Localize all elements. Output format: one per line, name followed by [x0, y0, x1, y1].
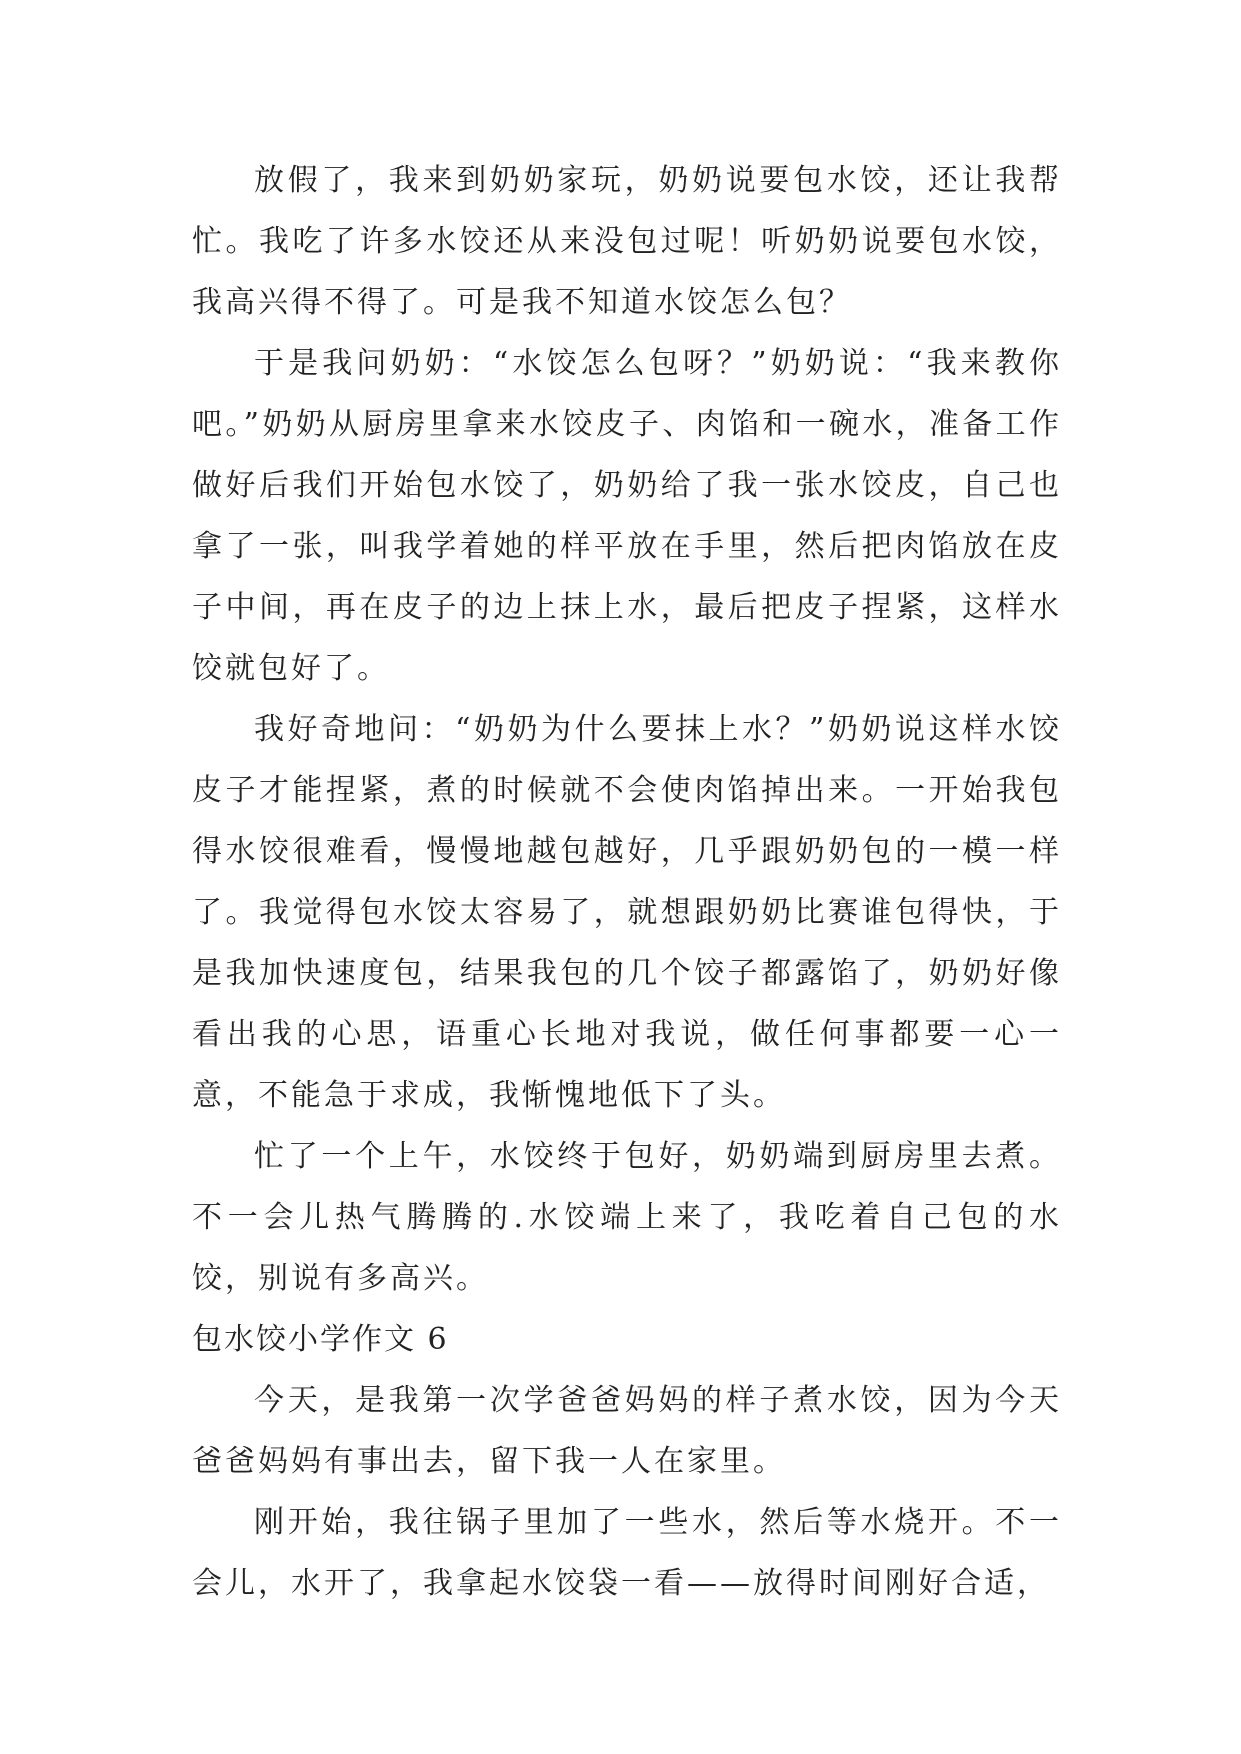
paragraph: 刚开始，我往锅子里加了一些水，然后等水烧开。不一会儿，水开了，我拿起水饺袋一看——放得时间刚好合适，	[192, 1505, 1062, 1601]
paragraph: 我好奇地问：“奶奶为什么要抹上水？”奶奶说这样水饺皮子才能捏紧，煮的时候就不会使肉馅掉出来。一开始我包得水饺很难看，慢慢地越包越好，几乎跟奶奶包的一模一样了。我觉得包水饺太容易了，就想跟奶奶比赛谁包得快，于是我加快速度包，结果我包的几个饺子都露馅了，奶奶好像看出我的心思，语重心长地对我说，做任何事都要一心一意，不能急于求成，我惭愧地低下了头。	[192, 712, 1062, 1113]
paragraph: 放假了，我来到奶奶家玩，奶奶说要包水饺，还让我帮忙。我吃了许多水饺还从来没包过呢！听奶奶说要包水饺，我高兴得不得了。可是我不知道水饺怎么包？	[192, 163, 1062, 320]
paragraph: 于是我问奶奶：“水饺怎么包呀？”奶奶说：“我来教你吧。”奶奶从厨房里拿来水饺皮子、肉馅和一碗水，准备工作做好后我们开始包水饺了，奶奶给了我一张水饺皮，自己也拿了一张，叫我学着她的样平放在手里，然后把肉馅放在皮子中间，再在皮子的边上抹上水，最后把皮子捏紧，这样水饺就包好了。	[192, 346, 1062, 686]
document-body	[192, 150, 1062, 1614]
section-title: 包水饺小学作文 6	[192, 1322, 449, 1357]
paragraph: 忙了一个上午，水饺终于包好，奶奶端到厨房里去煮。不一会儿热气腾腾的.水饺端上来了，我吃着自己包的水饺，别说有多高兴。	[192, 1139, 1062, 1296]
paragraph: 今天，是我第一次学爸爸妈妈的样子煮水饺，因为今天爸爸妈妈有事出去，留下我一人在家里。	[192, 1383, 1062, 1479]
